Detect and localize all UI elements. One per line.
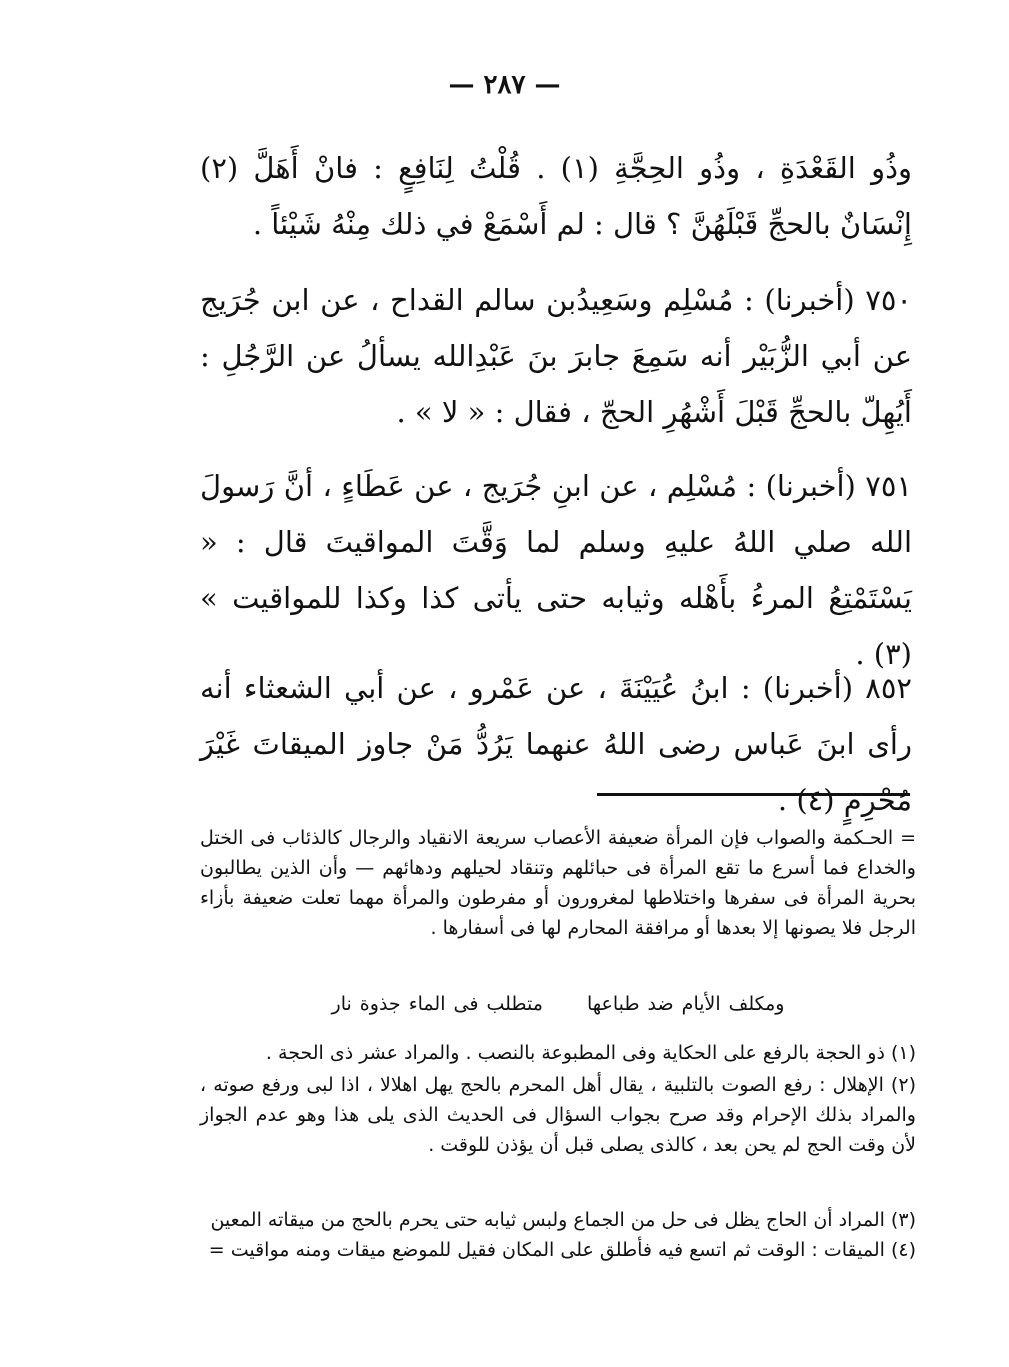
paragraph-hadith-750 bbox=[200, 272, 912, 440]
footnote-text: (٢) الإهلال : رفع الصوت بالتلبية ، يقال أهل المحرم بالحج يهل اهلالا ، اذا لبى ورفع صوته ، والمراد بذلك الإحرام وقد صرح بجواب السؤال فى الحديث الذى يلى هذا وهو عدم الجواز لأن وقت الحج لم يحن بعد ، كالذى يصلى قبل أن يؤذن للوقت . bbox=[200, 1074, 916, 1156]
footnote-text: = الحـكمة والصواب فإن المرأة ضعيفة الأعصاب سريعة الانقياد والرجال كالذئاب فى الختل والخداع فما أسرع ما تقع المرأة فى حبائلهم وتنقاد لحيلهم ودهائهم — وأن الذين يطالبون بحرية المرأة فى سفرها واختلاطها لمغرورون أو مفرطون والمرأة مهما تعلت ضعيفة بأزاء الرجل فلا يصونها إلا بعدها أو مرافقة المحارم لها فى أسفارها . bbox=[200, 827, 916, 939]
footnote-text: (٣) المراد أن الحاج يظل فى حل من الجماع ولبس ثيابه حتى يحرم بالحج من ميقاته المعين bbox=[210, 1209, 916, 1231]
paragraph-text: ٧٥٠ (أخبرنا) : مُسْلِم وسَعِيدُبن سالم القداح ، عن ابن جُرَيج عن أبي الزُّبَيْر أنه سَمِعَ جابرَ بنَ عَبْدِالله يسألُ عن الرَّجُلِ : أَيُهِلّ بالحجِّ قَبْلَ أَشْهُرِ الحجّ ، فقال : « لا » . bbox=[200, 283, 912, 429]
paragraph-hadith-852 bbox=[200, 660, 912, 828]
footnote-continuation bbox=[200, 823, 916, 943]
poetry-verse bbox=[200, 993, 916, 1015]
footnote-3 bbox=[200, 1205, 916, 1235]
footnote-separator bbox=[597, 793, 910, 796]
paragraph-hadith-intro bbox=[200, 140, 912, 252]
footnote-text: (١) ذو الحجة بالرفع على الحكاية وفى المطبوعة بالنصب . والمراد عشر ذى الحجة . bbox=[265, 1042, 916, 1064]
paragraph-text: ٧٥١ (أخبرنا) : مُسْلِم ، عن ابنِ جُرَيج ، عن عَطَاءٍ ، أنَّ رَسولَ الله صلي اللهُ عليهِ وسلم لما وَقَّتَ المواقيتَ قال : « يَسْتَمْتِعُ المرءُ بأَهْله وثيابه حتى يأتى كذا وكذا للمواقيت » (٣) . bbox=[200, 469, 912, 671]
paragraph-text: وذُو القَعْدَةِ ، وذُو الحِجَّةِ (١) . قُلْتُ لِنَافِعٍ : فانْ أَهَلَّ (٢) إِنْسَانٌ بالحجِّ قَبْلَهُنَّ ؟ قال : لم أَسْمَعْ في ذلك مِنْهُ شَيْئاً . bbox=[200, 151, 912, 241]
footnote-4 bbox=[200, 1235, 916, 1265]
paragraph-text: ٨٥٢ (أخبرنا) : ابنُ عُيَيْنَةَ ، عن عَمْرو ، عن أبي الشعثاء أنه رأى ابنَ عَباس رضى اللهُ عنهما يَرُدُّ مَنْ جاوز الميقاتَ غَيْرَ مُحْرِمٍ (٤) . bbox=[200, 671, 912, 817]
footnote-2 bbox=[200, 1070, 916, 1160]
footnote-1 bbox=[200, 1038, 916, 1068]
paragraph-hadith-751 bbox=[200, 458, 912, 682]
verse-hemistich-1: ومكلف الأيام ضد طباعها bbox=[586, 993, 785, 1015]
verse-hemistich-2: متطلب فى الماء جذوة نار bbox=[331, 993, 543, 1015]
footnote-text: (٤) الميقات : الوقت ثم اتسع فيه فأطلق على المكان فقيل للموضع ميقات ومنه مواقيت = bbox=[208, 1239, 916, 1261]
page-number: — ٢٨٧ — bbox=[448, 70, 561, 100]
